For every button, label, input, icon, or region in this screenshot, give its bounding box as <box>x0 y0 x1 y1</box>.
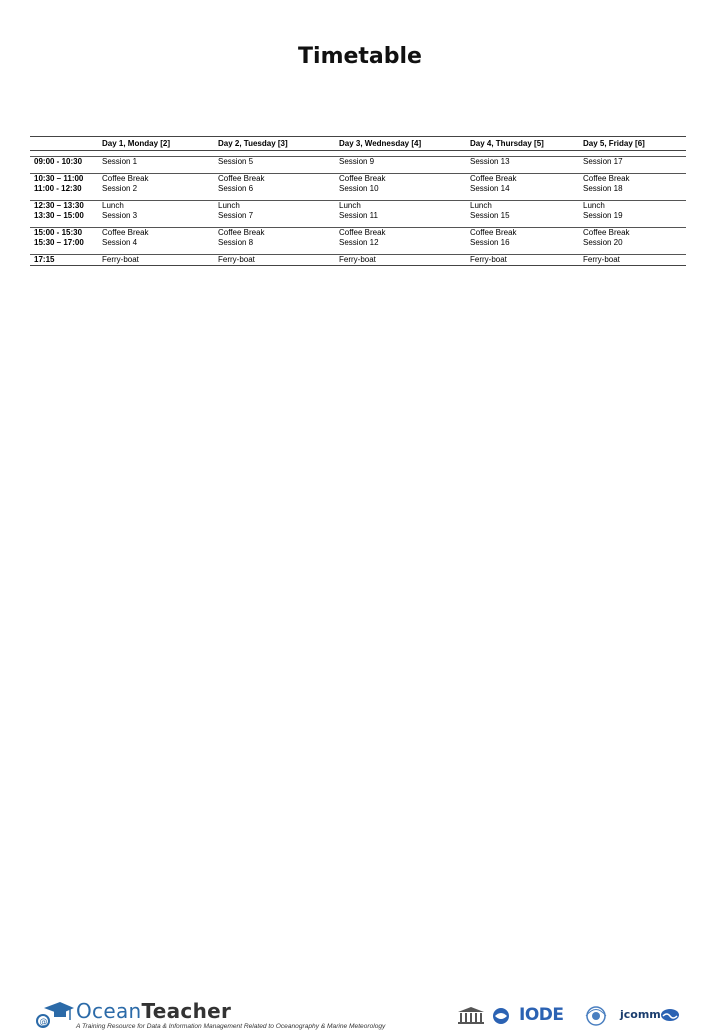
timetable-header-row <box>30 137 686 151</box>
time-cell: 09:00 - 10:30 <box>34 157 83 166</box>
session-cell: Session 4 <box>102 238 138 247</box>
session-cell: Session 12 <box>339 238 379 247</box>
session-cell: Ferry-boat <box>579 254 686 266</box>
time-cell: 13:30 – 15:00 <box>34 211 84 220</box>
session-cell: Session 17 <box>583 157 623 166</box>
session-cell: Session 13 <box>470 157 510 166</box>
timetable-row <box>30 200 686 211</box>
brand-tagline: A Training Resource for Data & Information Management Related to Oceanography & Marine Meteorology <box>76 1023 386 1030</box>
ioc-icon <box>490 1007 512 1025</box>
timetable-row <box>30 254 686 266</box>
header-cell: Day 5, Friday [6] <box>579 137 686 151</box>
time-cell: 11:00 - 12:30 <box>34 184 82 193</box>
session-cell: Session 20 <box>583 238 623 247</box>
session-cell: Session 18 <box>583 184 623 193</box>
session-cell: Session 15 <box>470 211 510 220</box>
svg-text:@: @ <box>39 1017 48 1026</box>
session-cell: Ferry-boat <box>214 254 335 266</box>
time-cell: 17:15 <box>30 254 98 266</box>
session-cell: Session 1 <box>102 157 138 166</box>
jcomm-logo: jcomm <box>620 1008 661 1021</box>
session-cell: Coffee Break <box>218 227 265 237</box>
header-cell: Day 1, Monday [2] <box>98 137 214 151</box>
header-cell <box>30 137 98 151</box>
header-cell: Day 4, Thursday [5] <box>466 137 579 151</box>
brand-name <box>76 999 231 1023</box>
timetable <box>30 136 686 266</box>
session-cell: Lunch <box>470 200 492 210</box>
brand-teacher: Teacher <box>141 999 232 1023</box>
header-cell: Day 3, Wednesday [4] <box>335 137 466 151</box>
session-cell: Coffee Break <box>583 173 630 183</box>
oceanteacher-logo-icon <box>34 1002 74 1030</box>
time-cell: 12:30 – 13:30 <box>34 200 84 210</box>
session-cell: Ferry-boat <box>466 254 579 266</box>
session-cell: Session 5 <box>218 157 254 166</box>
time-cell: 15:00 - 15:30 <box>34 227 83 237</box>
timetable-row <box>30 157 686 168</box>
timetable-row <box>30 173 686 184</box>
jcomm-wave-icon <box>660 1008 680 1022</box>
session-cell: Session 14 <box>470 184 510 193</box>
session-cell: Session 2 <box>102 184 138 193</box>
timetable-row <box>30 238 686 249</box>
session-cell: Session 19 <box>583 211 623 220</box>
session-cell: Session 3 <box>102 211 138 220</box>
unesco-icon <box>456 1006 486 1026</box>
iode-logo: IODE <box>519 1005 564 1025</box>
slide-title: Timetable <box>298 44 422 69</box>
header-cell: Day 2, Tuesday [3] <box>214 137 335 151</box>
timetable-row <box>30 184 686 195</box>
session-cell: Session 11 <box>339 211 378 220</box>
session-cell: Lunch <box>583 200 605 210</box>
session-cell: Session 7 <box>218 211 254 220</box>
brand-ocean: Ocean <box>76 999 142 1023</box>
session-cell: Lunch <box>339 200 361 210</box>
session-cell: Coffee Break <box>339 227 386 237</box>
session-cell: Coffee Break <box>339 173 386 183</box>
session-cell: Lunch <box>102 200 124 210</box>
session-cell: Coffee Break <box>102 173 149 183</box>
session-cell: Ferry-boat <box>335 254 466 266</box>
timetable-row <box>30 227 686 238</box>
session-cell: Coffee Break <box>218 173 265 183</box>
session-cell: Coffee Break <box>583 227 630 237</box>
session-cell: Lunch <box>218 200 240 210</box>
session-cell: Coffee Break <box>102 227 149 237</box>
time-cell: 15:30 – 17:00 <box>34 238 84 247</box>
wmo-icon <box>584 1005 608 1027</box>
footer <box>0 496 720 1030</box>
session-cell: Ferry-boat <box>98 254 214 266</box>
timetable-row <box>30 211 686 222</box>
session-cell: Coffee Break <box>470 227 517 237</box>
session-cell: Session 9 <box>339 157 375 166</box>
session-cell: Session 16 <box>470 238 510 247</box>
session-cell: Session 8 <box>218 238 254 247</box>
session-cell: Session 10 <box>339 184 379 193</box>
session-cell: Coffee Break <box>470 173 517 183</box>
time-cell: 10:30 – 11:00 <box>34 173 84 183</box>
session-cell: Session 6 <box>218 184 254 193</box>
